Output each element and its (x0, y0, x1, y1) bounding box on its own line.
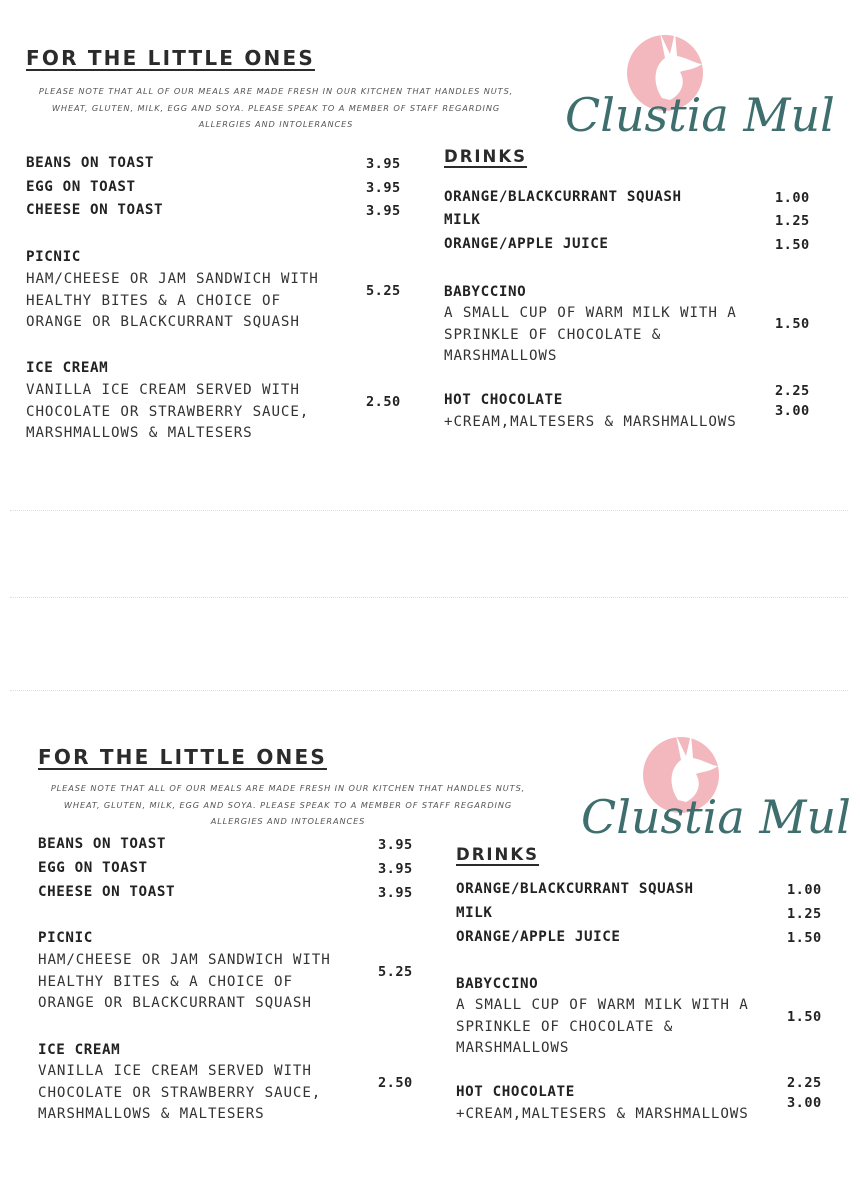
price-ice-cream: 2.50 (366, 394, 401, 410)
price-cheese-on-toast: 3.95 (366, 203, 401, 219)
babyccino-description: A SMALL CUP OF WARM MILK WITH A SPRINKLE OF CHOCOLATE & MARSHMALLOWS (444, 305, 737, 364)
price-beans-on-toast: 3.95 (378, 837, 413, 853)
price-milk: 1.25 (787, 906, 822, 922)
item-babyccino: BABYCCINO (456, 976, 539, 992)
picnic-description: HAM/CHEESE OR JAM SANDWICH WITH HEALTHY BITES & A CHOICE OF ORANGE OR BLACKCURRANT SQUASH (26, 271, 319, 330)
item-squash: ORANGE/BLACKCURRANT SQUASH (456, 881, 694, 897)
page-divider (10, 510, 848, 511)
price-cheese-on-toast: 3.95 (378, 885, 413, 901)
logo-text: Clustia Mul (581, 790, 851, 844)
price-egg-on-toast: 3.95 (366, 180, 401, 196)
item-squash: ORANGE/BLACKCURRANT SQUASH (444, 189, 682, 205)
price-picnic: 5.25 (366, 283, 401, 299)
cafe-logo (562, 28, 835, 158)
price-picnic: 5.25 (378, 964, 413, 980)
menu-title: FOR THE LITTLE ONES (26, 46, 315, 70)
item-hot-chocolate: HOT CHOCOLATE (444, 392, 563, 408)
item-juice: ORANGE/APPLE JUICE (444, 236, 609, 252)
menu-title: FOR THE LITTLE ONES (38, 745, 327, 769)
price-beans-on-toast: 3.95 (366, 156, 401, 172)
item-juice: ORANGE/APPLE JUICE (456, 929, 621, 945)
price-squash: 1.00 (787, 882, 822, 898)
item-babyccino: BABYCCINO (444, 284, 527, 300)
menu-page-top (0, 0, 848, 500)
item-beans-on-toast: BEANS ON TOAST (38, 836, 166, 852)
cafe-logo (578, 730, 851, 860)
price-ice-cream: 2.50 (378, 1075, 413, 1091)
menu-page-bottom (0, 700, 851, 1200)
item-ice-cream: ICE CREAM (38, 1042, 121, 1058)
item-milk: MILK (456, 905, 493, 921)
item-hot-chocolate: HOT CHOCOLATE (456, 1084, 575, 1100)
item-picnic: PICNIC (26, 249, 81, 265)
ice-cream-description: VANILLA ICE CREAM SERVED WITH CHOCOLATE OR STRAWBERRY SAUCE, MARSHMALLOWS & MALTESERS (26, 382, 310, 441)
item-milk: MILK (444, 212, 481, 228)
price-hot-chocolate: 2.25 3.00 (775, 383, 810, 419)
price-squash: 1.00 (775, 190, 810, 206)
item-cheese-on-toast: CHEESE ON TOAST (26, 202, 164, 218)
price-egg-on-toast: 3.95 (378, 861, 413, 877)
price-babyccino: 1.50 (787, 1009, 822, 1025)
hot-chocolate-description: +CREAM,MALTESERS & MARSHMALLOWS (444, 414, 737, 430)
allergy-note: PLEASE NOTE THAT ALL OF OUR MEALS ARE MADE FRESH IN OUR KITCHEN THAT HANDLES NUTS, WHEAT, GLUTEN, MILK, EGG AND SOYA. PLEASE SPEAK TO A MEMBER OF STAFF REGARDING ALLERGIES AND INTOLERANCES (50, 783, 526, 826)
page-divider (10, 690, 848, 691)
drinks-heading: DRINKS (444, 147, 528, 166)
price-hot-chocolate: 2.25 3.00 (787, 1075, 822, 1111)
item-egg-on-toast: EGG ON TOAST (26, 179, 136, 195)
item-cheese-on-toast: CHEESE ON TOAST (38, 884, 176, 900)
item-beans-on-toast: BEANS ON TOAST (26, 155, 154, 171)
allergy-note: PLEASE NOTE THAT ALL OF OUR MEALS ARE MADE FRESH IN OUR KITCHEN THAT HANDLES NUTS, WHEAT, GLUTEN, MILK, EGG AND SOYA. PLEASE SPEAK TO A MEMBER OF STAFF REGARDING ALLERGIES AND INTOLERANCES (38, 86, 514, 129)
price-milk: 1.25 (775, 213, 810, 229)
ice-cream-description: VANILLA ICE CREAM SERVED WITH CHOCOLATE OR STRAWBERRY SAUCE, MARSHMALLOWS & MALTESERS (38, 1063, 322, 1122)
logo-text: Clustia Mul (565, 88, 835, 142)
drinks-heading: DRINKS (456, 845, 540, 864)
price-babyccino: 1.50 (775, 316, 810, 332)
item-picnic: PICNIC (38, 930, 93, 946)
babyccino-description: A SMALL CUP OF WARM MILK WITH A SPRINKLE OF CHOCOLATE & MARSHMALLOWS (456, 997, 749, 1056)
hot-chocolate-description: +CREAM,MALTESERS & MARSHMALLOWS (456, 1106, 749, 1122)
price-juice: 1.50 (787, 930, 822, 946)
item-egg-on-toast: EGG ON TOAST (38, 860, 148, 876)
picnic-description: HAM/CHEESE OR JAM SANDWICH WITH HEALTHY BITES & A CHOICE OF ORANGE OR BLACKCURRANT SQUASH (38, 952, 331, 1011)
price-juice: 1.50 (775, 237, 810, 253)
item-ice-cream: ICE CREAM (26, 360, 109, 376)
page-divider (10, 597, 848, 598)
